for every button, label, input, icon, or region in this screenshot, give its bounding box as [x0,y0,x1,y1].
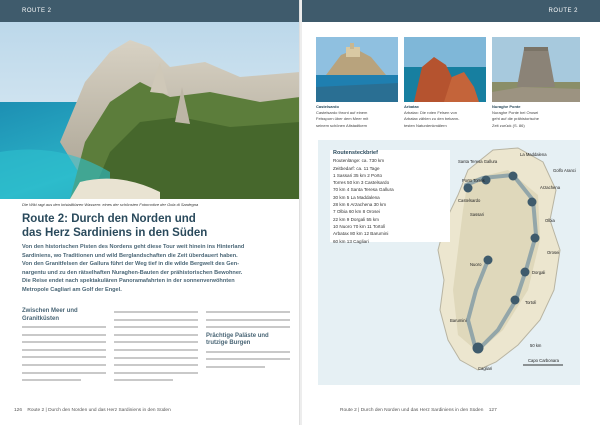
map-label: Barumini [450,318,467,323]
map-label: La Maddalena [520,152,547,157]
caption-line: Zeit zurück (S. 86) [492,122,525,128]
intro-line: Metropole Cagliari am Golf der Engel. [22,286,122,293]
fact-line: 22 km 9 Dorgali 55 km [333,216,379,222]
intro-line: Die Reise endet nach spektakulären Panoramafahrten in der sonnenverwöhnten [22,278,235,285]
caption-line: seinem schönen Altstadtkern [316,122,368,128]
map-label: Cagliari [478,366,493,371]
right-route-label: ROUTE 2 [548,8,578,14]
right-footer-text: Route 2 | Durch den Norden und das Herz Sardiniens in den Süden [340,408,484,413]
right-footer [340,408,497,413]
caption-line: Nuraghe Ponte bei Orosei [492,110,539,116]
map-label: Nuoro [470,262,482,267]
fact-line: Arbatax 80 km 12 Barumini [333,231,389,237]
intro-line: Von den Granitfelsen der Gallura führt der Weg tief in die wilde Bergwelt des Gen- [22,261,240,268]
fact-line: 60 km 13 Cagliari [333,238,369,244]
caption-nuraghe-title: Nuraghe Ponte [492,104,521,109]
map-label: Orosei [547,250,560,255]
map-label: Sassari [470,212,484,217]
map-label: Arzachena [540,185,561,190]
fact-line: Torres 50 km 3 Castelsardo [333,180,390,186]
fact-line: 30 km 5 La Maddalena [333,194,380,200]
left-footer-text: Route 2 | Durch den Norden und das Herz Sardiniens in den Süden [27,408,171,413]
caption-line: geht auf die prähistorische [492,116,539,122]
fact-line: Zeitbedarf: ca. 11 Tage [333,165,380,171]
map-label: Golfo Aranci [553,168,576,173]
map-label: Castelsardo [458,198,481,203]
fact-line: 10 Nuoro 70 km 11 Tortolì [333,223,386,229]
map-label: Capo Carbonara [528,358,559,363]
fact-line: 1 Sassari 35 km 2 Porto [333,172,383,178]
caption-line: Castelsardo thront auf einem [316,110,368,116]
left-page-number: 126 [14,408,23,413]
article-title-line-2: das Herz Sardiniens in den Süden [22,227,208,239]
hero-caption: Die Wiki ragt aus den kristallklaren Wassern: eines der schönsten Fotomotive der Gola di Sardegna [22,202,199,207]
caption-line: Felssporn über dem Meer mit [316,116,369,122]
caption-castelsardo-title: Castelsardo [316,104,339,109]
map-label: Santa Teresa Gallura [458,159,498,164]
left-route-label: ROUTE 2 [22,8,52,14]
map-scale-label: 50 km [530,343,542,348]
caption-line: Arbatax: Die roten Felsen von [404,110,457,116]
fact-line: 7 Olbia 60 km 8 Orosei [333,209,380,215]
article-title-line-1: Route 2: Durch den Norden und [22,213,196,225]
intro-line: Sardiniens, wo Traditionen und wild Berglandschaften die Zeit überdauert haben. [22,252,238,259]
map-label: Tortolì [525,300,537,305]
caption-arbatax-title: Arbatax [404,104,419,109]
right-page-number: 127 [488,408,497,413]
intro-line: nargentu und zu den rätselhaften Nuraghen-Bauten der prähistorischen Bewohner. [22,269,243,276]
fact-line: Routenlänge: ca. 730 km [333,158,385,164]
map-label: Olbia [545,218,555,223]
caption-line: Arbatax zählen zu den bekann- [404,116,460,122]
intro-line: Von den historischen Pisten des Nordens geht diese Tour weit hinein ins Hinterland [22,244,245,250]
map-label: Dorgali [532,270,546,275]
fact-box-title: Routensteckbrief [333,150,378,156]
fact-line: 28 km 6 Arzachena 30 km [333,202,387,208]
map-label: Porto Torres [462,178,485,183]
caption-line: testen Naturdenkmälern [404,122,447,128]
fact-line: 70 km 4 Santa Teresa Gallura [333,187,394,193]
column-3-heading: Prächtige Paläste und trutzige Burgen [206,332,269,347]
column-1-heading: Zwischen Meer und Granitküsten [22,308,78,322]
